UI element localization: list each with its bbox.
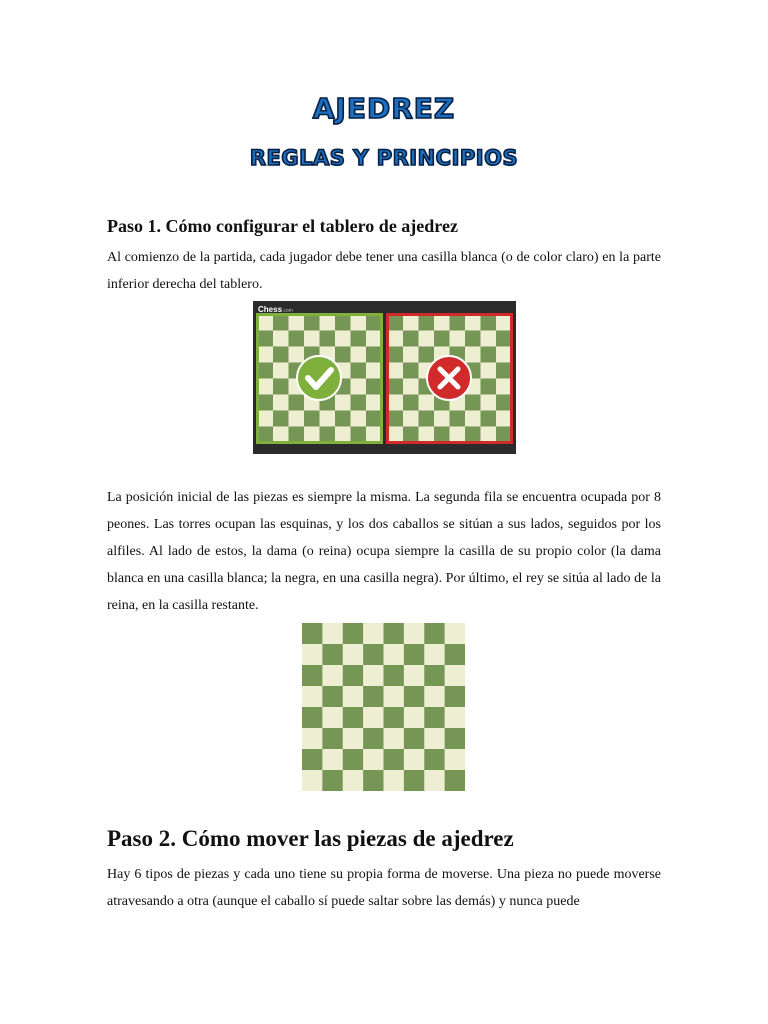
board-square [403,315,419,331]
board-square [450,331,466,347]
board-square [496,379,512,395]
step1-paragraph-1: Al comienzo de la partida, cada jugador debe tener una casilla blanca (o de color claro) en la parte inferior derecha del tablero. [107,250,661,292]
board-square [273,411,289,427]
board-square [320,427,336,443]
board-square [343,644,364,665]
board-square [363,770,384,791]
board-square [481,315,497,331]
board-square [465,347,481,363]
board-square [445,644,465,665]
board-square [496,411,512,427]
board-square [419,411,435,427]
board-square [289,427,305,443]
board-square [404,749,425,770]
board-square [304,315,320,331]
board-square [404,728,425,749]
board-square [496,363,512,379]
board-square [481,331,497,347]
board-square [404,623,425,644]
board-square [302,749,323,770]
board-square [302,686,323,707]
board-square [302,728,323,749]
board-square [258,427,274,443]
board-square [450,315,466,331]
board-square [424,665,445,686]
board-square [304,427,320,443]
board-square [258,395,274,411]
board-square [424,686,445,707]
board-square [403,379,419,395]
board-square [434,331,450,347]
board-square [320,315,336,331]
board-square [445,707,465,728]
board-square [343,728,364,749]
board-square [351,363,367,379]
board-square [258,411,274,427]
board-square [384,749,405,770]
board-square [403,395,419,411]
board-square [388,331,404,347]
board-square [335,395,351,411]
board-square [481,427,497,443]
board-square [384,707,405,728]
board-square [343,707,364,728]
board-square [384,770,405,791]
board-square [496,427,512,443]
board-square [384,623,405,644]
board-square [343,686,364,707]
board-square [363,749,384,770]
board-square [304,411,320,427]
board-square [351,427,367,443]
board-square [351,379,367,395]
board-square [289,315,305,331]
board-square [343,623,364,644]
board-square [363,665,384,686]
document-title: AJEDREZ [312,92,456,125]
board-square [481,379,497,395]
document-subtitle: REGLAS Y PRINCIPIOS [249,146,519,170]
board-square [388,347,404,363]
board-square [434,411,450,427]
board-square [351,411,367,427]
board-square [496,315,512,331]
board-square [304,331,320,347]
board-square [450,427,466,443]
board-square [343,749,364,770]
board-square [445,770,465,791]
board-square [465,315,481,331]
board-square [465,427,481,443]
board-square [322,728,343,749]
board-square [366,315,382,331]
board-square [258,363,274,379]
board-square [388,363,404,379]
board-square [302,644,323,665]
board-square [322,644,343,665]
chessboard-figure [302,623,465,791]
board-square [419,315,435,331]
board-square [335,331,351,347]
board-square [404,770,425,791]
board-square [335,315,351,331]
board-square [335,411,351,427]
board-square [424,644,445,665]
board-square [363,623,384,644]
board-square [273,395,289,411]
board-square [445,728,465,749]
board-square [322,686,343,707]
board-square [289,395,305,411]
board-square [320,411,336,427]
board-square [363,707,384,728]
board-square [445,686,465,707]
board-square [322,749,343,770]
board-square [289,347,305,363]
board-square [465,395,481,411]
board-square [322,707,343,728]
board-square [404,644,425,665]
board-square [258,347,274,363]
board-square [450,411,466,427]
board-square [273,315,289,331]
board-square [366,379,382,395]
board-square [424,749,445,770]
board-square [403,427,419,443]
board-square [419,331,435,347]
board-square [424,707,445,728]
board-square [273,379,289,395]
board-square [366,331,382,347]
board-square [384,686,405,707]
board-square [351,315,367,331]
board-square [343,770,364,791]
board-square [419,347,435,363]
board-square [366,347,382,363]
board-square [320,331,336,347]
board-square [445,749,465,770]
board-square [273,427,289,443]
board-square [322,665,343,686]
board-square [434,427,450,443]
board-square [366,363,382,379]
step2-paragraph: Hay 6 tipos de piezas y cada uno tiene su propia forma de moverse. Una pieza no puede moverse atravesando a otra (aunque el caballo sí puede saltar sobre las demás) y nunca puede [107,867,661,909]
board-square [481,363,497,379]
board-square [403,331,419,347]
board-square [289,411,305,427]
board-square [366,395,382,411]
board-square [322,770,343,791]
board-square [322,623,343,644]
step1-paragraph-2: La posición inicial de las piezas es siempre la misma. La segunda fila se encuentra ocupada por 8 peones. Las torres ocupan las esquinas, y los dos caballos se sitúan a sus lados, seguidos por los alfiles. Al lado de estos, la dama (o reina) ocupa siempre la casilla de su propio color (la dama blanca en una casilla blanca; la negra, en una casilla negra). Por último, el rey se sitúa al lado de la reina, en la casilla restante. [107,490,661,613]
board-square [258,315,274,331]
board-square [384,665,405,686]
board-square [363,728,384,749]
board-square [273,347,289,363]
board-square [335,347,351,363]
board-square [404,707,425,728]
board-square [258,379,274,395]
board-square [302,623,323,644]
board-square [404,686,425,707]
board-square [465,411,481,427]
board-square [302,770,323,791]
board-square [273,363,289,379]
board-orientation-figure [253,301,516,454]
board-square [481,411,497,427]
board-square [388,315,404,331]
board-square [424,770,445,791]
board-square [289,331,305,347]
board-square [273,331,289,347]
board-square [335,427,351,443]
board-square [366,411,382,427]
board-square [384,644,405,665]
board-square [404,665,425,686]
board-square [388,379,404,395]
board-square [351,347,367,363]
board-square [302,665,323,686]
board-square [351,395,367,411]
board-square [302,707,323,728]
brand-logo: Chess.com [258,305,293,314]
board-square [403,411,419,427]
board-square [481,395,497,411]
board-square [384,728,405,749]
board-square [258,331,274,347]
board-square [351,331,367,347]
board-square [496,395,512,411]
step1-heading: Paso 1. Cómo configurar el tablero de ajedrez [107,216,458,236]
board-square [388,427,404,443]
board-square [445,665,465,686]
board-square [445,623,465,644]
board-square [419,395,435,411]
board-square [496,331,512,347]
board-square [424,623,445,644]
board-square [388,411,404,427]
chessboard [302,623,465,791]
x-icon [427,356,471,400]
step2-heading: Paso 2. Cómo mover las piezas de ajedrez [107,826,514,851]
board-square [465,331,481,347]
board-square [424,728,445,749]
board-square [366,427,382,443]
board-square [419,427,435,443]
board-square [363,686,384,707]
board-square [481,347,497,363]
board-square [496,347,512,363]
board-square [388,395,404,411]
check-icon [297,356,341,400]
board-square [363,644,384,665]
board-square [403,347,419,363]
board-square [403,363,419,379]
board-square [343,665,364,686]
board-square [434,315,450,331]
